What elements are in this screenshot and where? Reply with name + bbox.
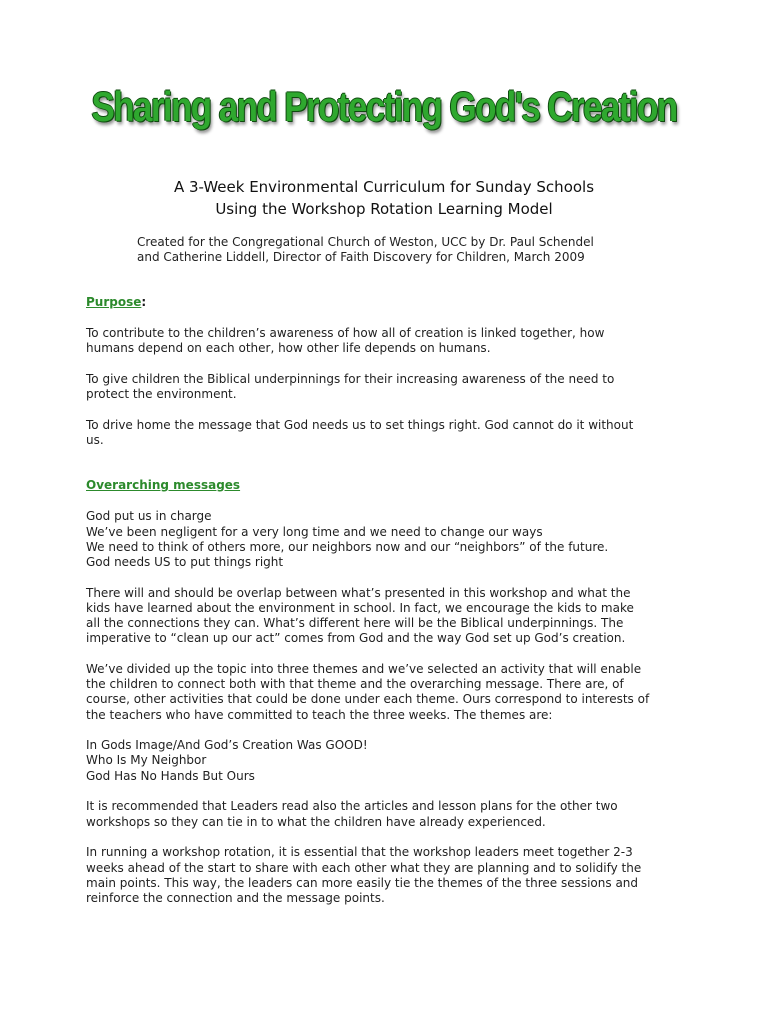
overarching-heading-text: Overarching messages — [86, 478, 241, 492]
subtitle-line-1: A 3-Week Environmental Curriculum for Sunday Schools — [173, 178, 595, 196]
purpose-paragraph-1-line-1: To contribute to the children’s awareness of how all of creation is linked together, how — [86, 326, 605, 340]
purpose-heading-text: Purpose — [86, 295, 142, 309]
theme-item: In Gods Image/And God’s Creation Was GOOD! — [86, 738, 368, 752]
message-item: We need to think of others more, our neighbors now and our “neighbors” of the future. — [86, 540, 609, 554]
themes-paragraph-line: course, other activities that could be done under each theme. Ours correspond to interests of — [86, 692, 650, 706]
recommend-paragraph-line: It is recommended that Leaders read also the articles and lesson plans for the other two — [86, 799, 618, 813]
themes-paragraph-line: the children to connect both with that theme and the overarching message. There are, of — [86, 677, 624, 691]
message-item: We’ve been negligent for a very long time and we need to change our ways — [86, 525, 543, 539]
rotation-paragraph-line: reinforce the connection and the message points. — [86, 891, 385, 905]
banner-title: Sharing and Protecting God's Creation — [91, 84, 677, 131]
purpose-heading-colon: : — [141, 295, 147, 309]
themes-paragraph-line: We’ve divided up the topic into three themes and we’ve selected an activity that will enable — [86, 662, 642, 676]
rotation-paragraph-line: In running a workshop rotation, it is essential that the workshop leaders meet together 2-3 — [86, 845, 633, 859]
subtitle-line-2: Using the Workshop Rotation Learning Model — [215, 200, 553, 218]
themes-paragraph-line: the teachers who have committed to teach the three weeks. The themes are: — [86, 708, 553, 722]
overlap-paragraph-line: all the connections they can. What’s different here will be the Biblical underpinnings. The — [86, 616, 624, 630]
overlap-paragraph-line: There will and should be overlap between what’s presented in this workshop and what the — [86, 586, 631, 600]
message-item: God put us in charge — [86, 509, 212, 523]
rotation-paragraph-line: weeks ahead of the start to share with each other what they are planning and to solidify the — [86, 861, 642, 875]
overarching-heading — [86, 478, 240, 492]
purpose-paragraph-1-line-2: humans depend on each other, how other life depends on humans. — [86, 341, 491, 355]
purpose-paragraph-2-line-2: protect the environment. — [86, 387, 237, 401]
overlap-paragraph-line: kids have learned about the environment in school. In fact, we encourage the kids to make — [86, 601, 634, 615]
recommend-paragraph-line: workshops so they can tie in to what the children have already experienced. — [86, 815, 546, 829]
purpose-paragraph-3-line-1: To drive home the message that God needs us to set things right. God cannot do it without — [86, 418, 634, 432]
purpose-heading — [86, 295, 146, 309]
overlap-paragraph-line: imperative to “clean up our act” comes from God and the way God set up God’s creation. — [86, 631, 626, 645]
purpose-paragraph-3-line-2: us. — [86, 433, 104, 447]
purpose-paragraph-2-line-1: To give children the Biblical underpinnings for their increasing awareness of the need to — [86, 372, 615, 386]
theme-item: God Has No Hands But Ours — [86, 769, 255, 783]
rotation-paragraph-line: main points. This way, the leaders can more easily tie the themes of the three sessions and — [86, 876, 639, 890]
credit-line-2: and Catherine Liddell, Director of Faith Discovery for Children, March 2009 — [137, 250, 585, 264]
theme-item: Who Is My Neighbor — [86, 753, 207, 767]
message-item: God needs US to put things right — [86, 555, 284, 569]
credit-line-1: Created for the Congregational Church of Weston, UCC by Dr. Paul Schendel — [137, 235, 594, 249]
